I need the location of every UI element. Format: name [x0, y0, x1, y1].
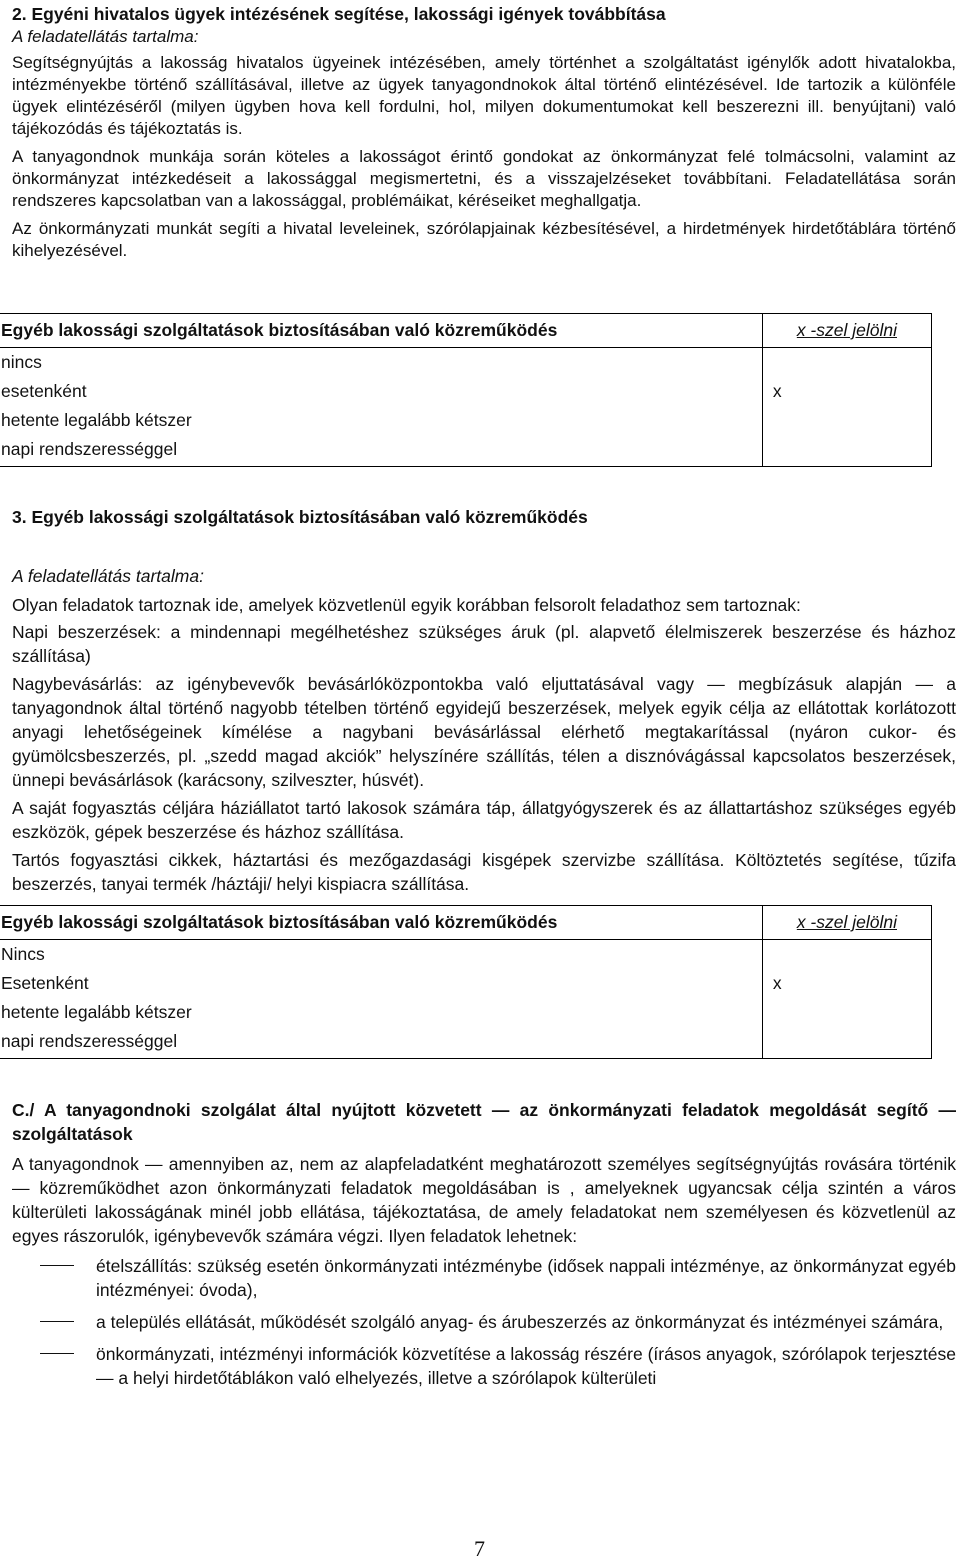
- dash-bullet-icon: [40, 1353, 74, 1354]
- list-item: önkormányzati, intézményi információk közvetítése a lakosság részére (írásos anyagok, szórólapok terjesztése — a helyi hirdetőtáblákon való elhelyezés, illetve a szórólapok külterületi: [12, 1342, 956, 1390]
- list-item: ételszállítás: szükség esetén önkormányzati intézménybe (idősek nappali intézménye, az önkormányzat egyéb intézményei: óvoda),: [12, 1254, 956, 1302]
- section-2-paragraph-1: Segítségnyújtás a lakosság hivatalos ügyeinek intézésében, amely történhet a szolgáltatást igénylők adott hivatalokba, intézményekbe történő szállításával, illetve az ügyek tanyagondnokok által történő elintézésével. Ide tartozik a különféle ügyek elintézéséről (milyen ügyben hova kell fordulni, hol, milyen dokumentumokat kell beszerezni ill. benyújtani) való tájékozódás és tájékoztatás is.: [12, 53, 956, 138]
- table-row-mark: [762, 348, 931, 378]
- table-row: [0, 940, 932, 970]
- section-3-subheading: A feladatellátás tartalma:: [12, 566, 204, 586]
- section-3-paragraph-4: A saját fogyasztás céljára háziállatot tartó lakosok számára táp, állatgyógyszerek és az állattartáshoz szükséges egyéb eszközök, gépek beszerzése és házhoz szállítása.: [12, 798, 956, 842]
- section-2-table-wrapper: [0, 313, 932, 467]
- table-row: [0, 435, 932, 467]
- section-c-paragraph: A tanyagondnok — amennyiben az, nem az alapfeladatként meghatározott személyes segítségnyújtás rovására történik — közreműködhet azon önkormányzati feladatok megoldásában is , amelyeknek ugyancsak célja szintén a város külterületi lakosságának minél jobb ellátása, tájékoztatása, de amely feladatokat nem személyesen és közvetlenül az egyes rászorulók, igénybevevők számára végzi. Ilyen feladatok lehetnek:: [12, 1154, 956, 1246]
- section-3-paragraph-5: Tartós fogyasztási cikkek, háztartási és mezőgazdasági kisgépek szervizbe szállítása. Költöztetés segítése, tűzifa beszerzés, tanyai termék /háztáji/ helyi kispiacra szállítása.: [12, 850, 956, 894]
- section-2-heading: 2. Egyéni hivatalos ügyek intézésének segítése, lakossági igények továbbítása: [12, 4, 666, 24]
- table-header-row: [0, 314, 932, 348]
- table-row-mark: [762, 998, 931, 1027]
- section-2-paragraph-2: A tanyagondnok munkája során köteles a lakosságot érintő gondokat az önkormányzat felé tolmácsolni, valamint az önkormányzat intézkedéseit a lakossággal megismertetni, és a visszajelzéseket továbbítani. Feladatellátása során rendszeres kapcsolatban van a lakossággal, problémáikat, kéréseiket meghallgatja.: [12, 147, 956, 210]
- section-3-paragraph-1: Olyan feladatok tartoznak ide, amelyek közvetlenül egyik korábban felsorolt feladathoz sem tartoznak:: [12, 595, 801, 615]
- section-2-subheading: A feladatellátás tartalma:: [12, 27, 199, 46]
- list-item: a település ellátását, működését szolgáló anyag- és árubeszerzés az önkormányzat és intézményei számára,: [12, 1310, 956, 1334]
- table-row: [0, 1027, 932, 1059]
- table-row-label: hetente legalább kétszer: [0, 406, 762, 435]
- table-row-mark: x: [762, 969, 931, 998]
- section-2: [12, 2, 956, 262]
- table-row-mark: [762, 1027, 931, 1059]
- table-row-mark: [762, 406, 931, 435]
- table-row: [0, 406, 932, 435]
- table-row: [0, 348, 932, 378]
- table-row-label: napi rendszerességgel: [0, 1027, 762, 1059]
- table-row-label: esetenként: [0, 377, 762, 406]
- section-3-paragraph-3: Nagybevásárlás: az igénybevevők bevásárlóközpontokba való eljuttatásával vagy — megbízásuk alapján — a tanyagondnok által történő nagyobb tételben történő egyidejű beszerzések, melyek egyik célja az ellátottak korlátozott anyagi lehetőségeinek kímélése a nagybani bevásárlással elérhető megtakarítással (nyáron cukor- és gyümölcsbeszerzés, pl. „szedd magad akciók” helyszínére szállítás, télen a disznóvágással kapcsolatos beszerzések, ünnepi bevásárlások (karácsony, szilveszter, húsvét).: [12, 674, 956, 790]
- table-row-label: nincs: [0, 348, 762, 378]
- section-c-heading: C./ A tanyagondnoki szolgálat által nyújtott közvetett — az önkormányzati feladatok megoldását segítő — szolgáltatások: [12, 1100, 956, 1144]
- table-header-mark: x -szel jelölni: [762, 906, 931, 940]
- section-c-list: [12, 1254, 956, 1390]
- section-3-paragraph-2: Napi beszerzések: a mindennapi megélhetéshez szükséges áruk (pl. alapvető élelmiszerek beszerzése és házhoz szállítása): [12, 622, 956, 666]
- section-3-table-wrapper: [0, 905, 932, 1059]
- table-row: [0, 377, 932, 406]
- dash-bullet-icon: [40, 1265, 74, 1266]
- table-row-mark: [762, 435, 931, 467]
- table-header-mark: x -szel jelölni: [762, 314, 931, 348]
- section-2-paragraph-3: Az önkormányzati munkát segíti a hivatal leveleinek, szórólapjainak kézbesítésével, a hirdetmények hirdetőtáblára történő kihelyezésével.: [12, 219, 956, 260]
- table-header-label: Egyéb lakossági szolgáltatások biztosításában való közreműködés: [0, 906, 762, 940]
- section-3-frequency-table: [0, 905, 932, 1059]
- section-c: [12, 1098, 956, 1398]
- table-row-label: napi rendszerességgel: [0, 435, 762, 467]
- table-header-row: [0, 906, 932, 940]
- dash-bullet-icon: [40, 1321, 74, 1322]
- section-3: [12, 505, 956, 896]
- table-row-label: hetente legalább kétszer: [0, 998, 762, 1027]
- table-row: [0, 969, 932, 998]
- table-row-mark: x: [762, 377, 931, 406]
- section-3-heading: 3. Egyéb lakossági szolgáltatások biztosításában való közreműködés: [12, 507, 588, 527]
- table-row: [0, 998, 932, 1027]
- table-header-label: Egyéb lakossági szolgáltatások biztosításában való közreműködés: [0, 314, 762, 348]
- table-row-label: Nincs: [0, 940, 762, 970]
- table-row-label: Esetenként: [0, 969, 762, 998]
- table-row-mark: [762, 940, 931, 970]
- page-number: 7: [474, 1536, 485, 1561]
- section-2-frequency-table: [0, 313, 932, 467]
